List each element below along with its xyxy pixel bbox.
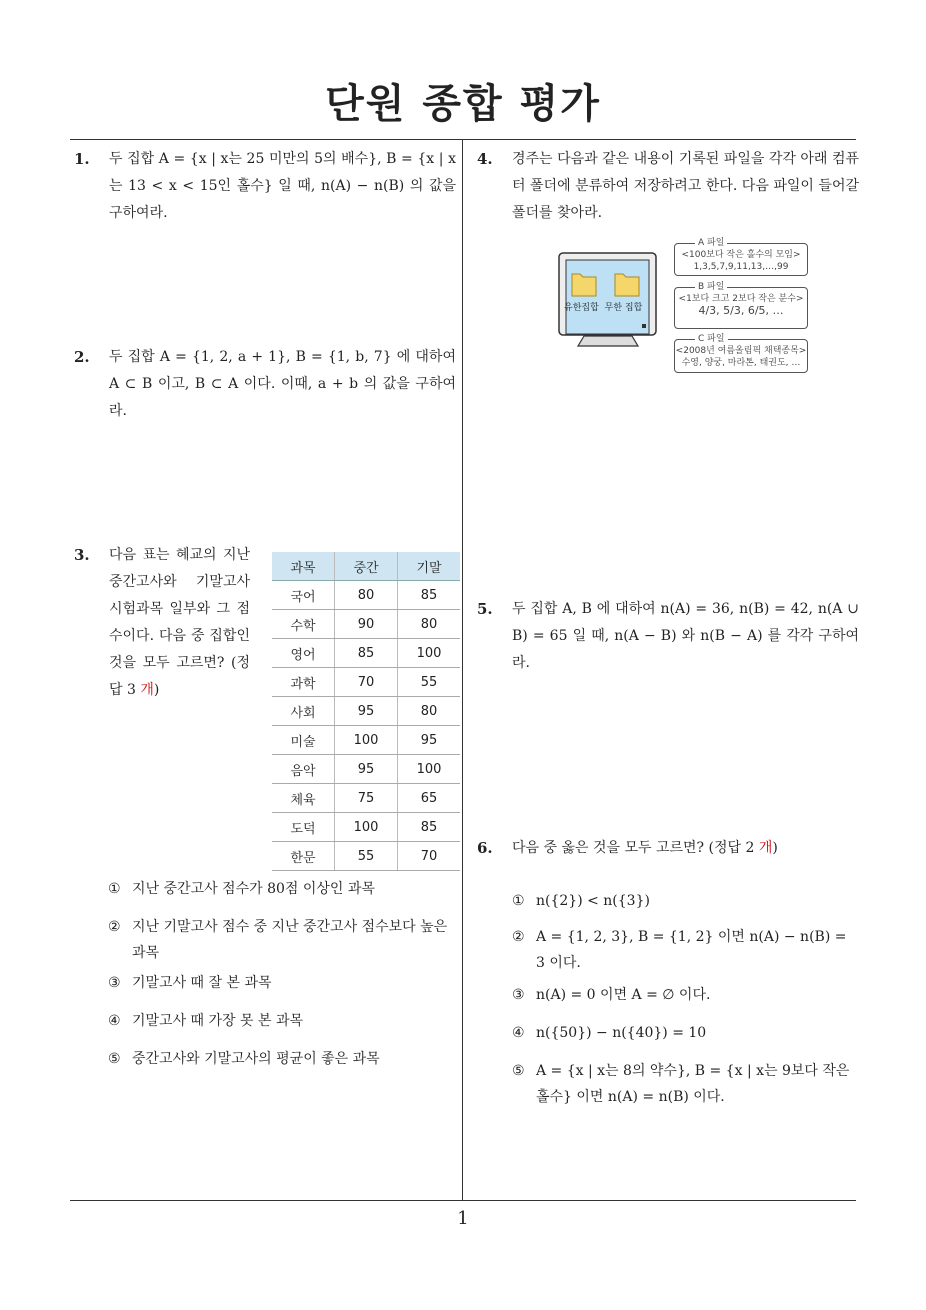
table-cell: 100 xyxy=(335,726,398,755)
folder-label[interactable]: 무한 집합 xyxy=(604,303,643,313)
option-item[interactable]: ④ n({50}) − n({40}) = 10 xyxy=(512,1025,707,1041)
question-text: 두 집합 A = {x | x는 25 미만의 5의 배수}, B = {x | x는 13 < x < 15인 홀수} 일 때, n(A) − n(B) 의 값을 구하여라. xyxy=(109,151,456,221)
table-row xyxy=(272,842,460,871)
question-3-options xyxy=(108,876,453,1072)
table-row xyxy=(272,755,460,784)
option-item[interactable]: ③ n(A) = 0 이면 A = ∅ 이다. xyxy=(512,987,711,1003)
table-cell: 도덕 xyxy=(272,813,335,842)
question-1 xyxy=(74,146,456,227)
question-number: 1. xyxy=(74,150,90,168)
question-6 xyxy=(477,835,859,862)
table-cell: 한문 xyxy=(272,842,335,871)
table-cell: 수학 xyxy=(272,610,335,639)
option-item[interactable]: ⑤ A = {x | x는 8의 약수}, B = {x | x는 9보다 작은 홀수} 이면 n(A) = n(B) 이다. xyxy=(512,1063,850,1105)
table-cell: 80 xyxy=(398,697,461,726)
file-c[interactable]: C 파일 <2008년 여름올림픽 채택종목> 수영, 양궁, 마라톤, 태권도, … xyxy=(674,339,808,373)
table-cell: 80 xyxy=(398,610,461,639)
table-header: 과목 xyxy=(272,552,335,581)
option-item[interactable]: ② 지난 기말고사 점수 중 지난 중간고사 점수보다 높은 과목 xyxy=(108,919,448,961)
option-item[interactable]: ⑤ 중간고사와 기말고사의 평균이 좋은 과목 xyxy=(108,1051,380,1067)
option-item[interactable]: ④ 기말고사 때 가장 못 본 과목 xyxy=(108,1013,304,1029)
table-header-row xyxy=(272,552,460,581)
table-cell: 95 xyxy=(335,697,398,726)
question-text: 다음 표는 혜교의 지난 중간고사와 기말고사 시험과목 일부와 그 점수이다. 다음 중 집합인 것을 모두 고르면? (정답 3 개) xyxy=(109,547,250,698)
table-cell: 100 xyxy=(335,813,398,842)
question-6-options xyxy=(512,888,850,1110)
table-cell: 미술 xyxy=(272,726,335,755)
table-cell: 85 xyxy=(335,639,398,668)
question-number: 5. xyxy=(477,600,493,618)
table-cell: 95 xyxy=(335,755,398,784)
question-2 xyxy=(74,344,456,425)
table-cell: 55 xyxy=(335,842,398,871)
table-cell: 80 xyxy=(335,581,398,610)
file-b[interactable]: B 파일 <1보다 크고 2보다 작은 분수> 4/3, 5/3, 6/5, … xyxy=(674,287,808,329)
question-text: 두 집합 A = {1, 2, a + 1}, B = {1, b, 7} 에 대하여 A ⊂ B 이고, B ⊂ A 이다. 이때, a + b 의 값을 구하여라. xyxy=(109,349,456,419)
table-cell: 음악 xyxy=(272,755,335,784)
option-item[interactable]: ② A = {1, 2, 3}, B = {1, 2} 이면 n(A) − n(B) = 3 이다. xyxy=(512,929,847,971)
folder-label[interactable]: 유한집합 xyxy=(564,303,599,313)
question-number: 3. xyxy=(74,546,90,564)
table-cell: 사회 xyxy=(272,697,335,726)
bottom-divider xyxy=(70,1200,856,1201)
question-4 xyxy=(477,146,859,227)
table-cell: 국어 xyxy=(272,581,335,610)
table-header: 기말 xyxy=(398,552,461,581)
table-row xyxy=(272,610,460,639)
page-title: 단원 종합 평가 xyxy=(325,81,601,127)
table-row xyxy=(272,639,460,668)
question-5 xyxy=(477,596,859,677)
table-cell: 75 xyxy=(335,784,398,813)
table-row xyxy=(272,784,460,813)
table-row xyxy=(272,581,460,610)
table-row xyxy=(272,813,460,842)
option-item[interactable]: ① 지난 중간고사 점수가 80점 이상인 과목 xyxy=(108,881,375,897)
table-cell: 70 xyxy=(398,842,461,871)
computer-illustration xyxy=(558,252,658,352)
table-cell: 95 xyxy=(398,726,461,755)
score-table xyxy=(272,552,460,871)
question-text: 두 집합 A, B 에 대하여 n(A) = 36, n(B) = 42, n(A ∪ B) = 65 일 때, n(A − B) 와 n(B − A) 를 각각 구하여라. xyxy=(512,601,859,671)
table-cell: 55 xyxy=(398,668,461,697)
table-cell: 영어 xyxy=(272,639,335,668)
question-text: 다음 중 옳은 것을 모두 고르면? (정답 2 개) xyxy=(512,840,778,856)
page-number: 1 xyxy=(457,1208,469,1229)
option-item[interactable]: ③ 기말고사 때 잘 본 과목 xyxy=(108,975,272,991)
question-number: 2. xyxy=(74,348,90,366)
top-divider xyxy=(70,139,856,140)
column-divider xyxy=(462,139,463,1201)
question-number: 6. xyxy=(477,839,493,857)
table-row xyxy=(272,668,460,697)
question-3 xyxy=(74,542,250,704)
question-text: 경주는 다음과 같은 내용이 기록된 파일을 각각 아래 컴퓨터 폴더에 분류하여 저장하려고 한다. 다음 파일이 들어갈 폴더를 찾아라. xyxy=(512,151,859,221)
table-cell: 100 xyxy=(398,639,461,668)
table-row xyxy=(272,697,460,726)
option-item[interactable]: ① n({2}) < n({3}) xyxy=(512,893,650,909)
table-cell: 90 xyxy=(335,610,398,639)
table-cell: 85 xyxy=(398,581,461,610)
question-number: 4. xyxy=(477,150,493,168)
table-cell: 85 xyxy=(398,813,461,842)
table-header: 중간 xyxy=(335,552,398,581)
table-cell: 70 xyxy=(335,668,398,697)
file-a[interactable]: A 파일 <100보다 작은 홀수의 모임> 1,3,5,7,9,11,13,…,99 xyxy=(674,243,808,276)
table-cell: 65 xyxy=(398,784,461,813)
table-cell: 체육 xyxy=(272,784,335,813)
table-cell: 과학 xyxy=(272,668,335,697)
table-row xyxy=(272,726,460,755)
table-cell: 100 xyxy=(398,755,461,784)
